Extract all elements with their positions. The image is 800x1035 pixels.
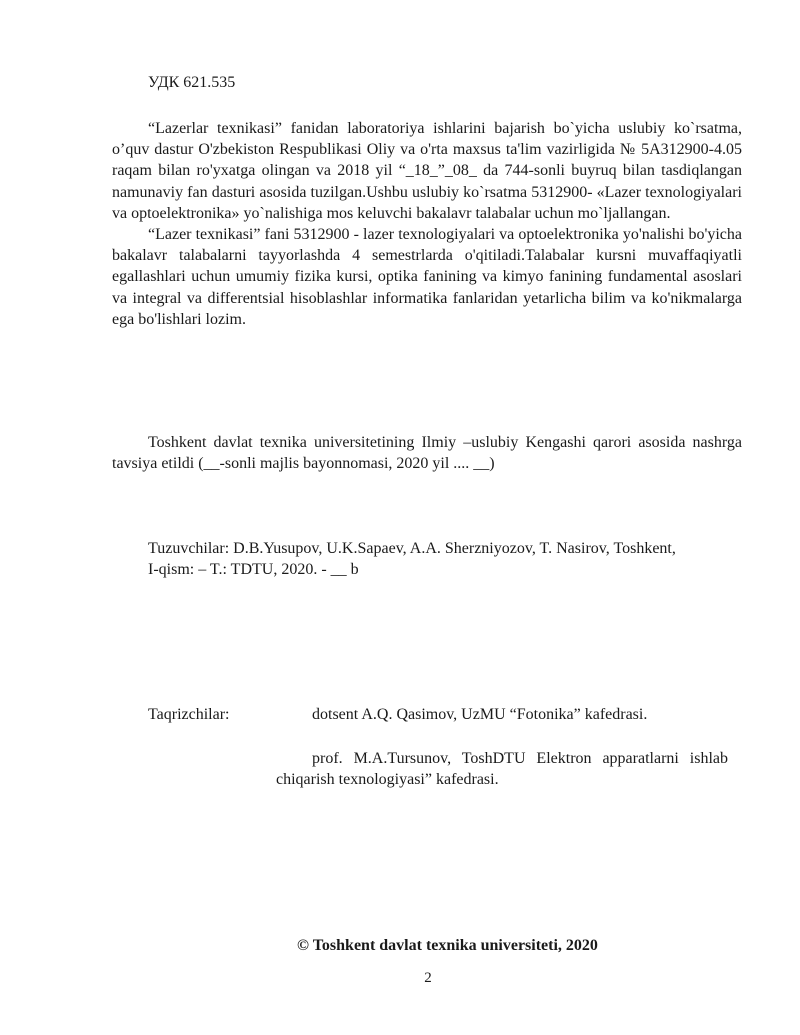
reviewer-1: dotsent A.Q. Qasimov, UzMU “Fotonika” kafedrasi. <box>312 706 648 723</box>
intro-block <box>112 118 742 330</box>
recommendation-paragraph: Toshkent davlat texnika universitetining Ilmiy –uslubiy Kengashi qarori asosida nashrga tavsiya etildi (__-sonli majlis bayonnomasi, 2020 yil .... __) <box>112 434 742 473</box>
reviewer-2: prof. M.A.Tursunov, ToshDTU Elektron apparatlarni ishlab chiqarish texnologiyasi” kafedrasi. <box>276 750 728 789</box>
copyright-line: © Toshkent davlat texnika universiteti, 2020 <box>297 937 598 954</box>
course-paragraph: “Lazer texnikasi” fani 5312900 - lazer texnologiyalari va optoelektronika yo'nalishi bo'yicha bakalavr talabalarni tayyorlashda 4 semestrlarda o'qitiladi.Talabalar kursni muvaffaqiyatli egallashlari uchun umumiy fizika kursi, optika fanining va kimyo fanining fundamental asoslari va integral va differentsial hisoblashlar informatika fanlaridan yetarlicha bilim va ko'nikmalarga ega bo'lishlari lozim. <box>112 226 742 328</box>
intro-paragraph: “Lazerlar texnikasi” fanidan laboratoriya ishlarini bajarish bo`yicha uslubiy ko`rsatma, o’quv dastur O'zbekiston Respublikasi Oliy va o'rta maxsus ta'lim vazirligida № 5A312900-4.05 raqam bilan ro'yxatga olingan va 2018 yil “_18_”_08_ da 744-sonli buyruq bilan tasdiqlangan namunaviy fan dasturi asosida tuzilgan.Ushbu uslubiy ko`rsatma 5312900- «Lazer texnologiyalari va optoelektronika» yo`nalishiga mos keluvchi bakalavr talabalar uchun mo`ljallangan. <box>112 120 742 222</box>
recommendation-block <box>112 432 742 474</box>
reviewer-2-block <box>276 748 728 790</box>
part-line: I-qism: – T.: TDTU, 2020. - __ b <box>148 561 359 579</box>
page-number: 2 <box>424 970 432 986</box>
udk-code: УДК 621.535 <box>148 74 236 91</box>
reviewers-label: Taqrizchilar: <box>148 706 230 723</box>
authors-line: Tuzuvchilar: D.B.Yusupov, U.K.Sapaev, A.A. Sherzniyozov, T. Nasirov, Toshkent, <box>148 540 676 557</box>
authors-block <box>112 538 742 580</box>
